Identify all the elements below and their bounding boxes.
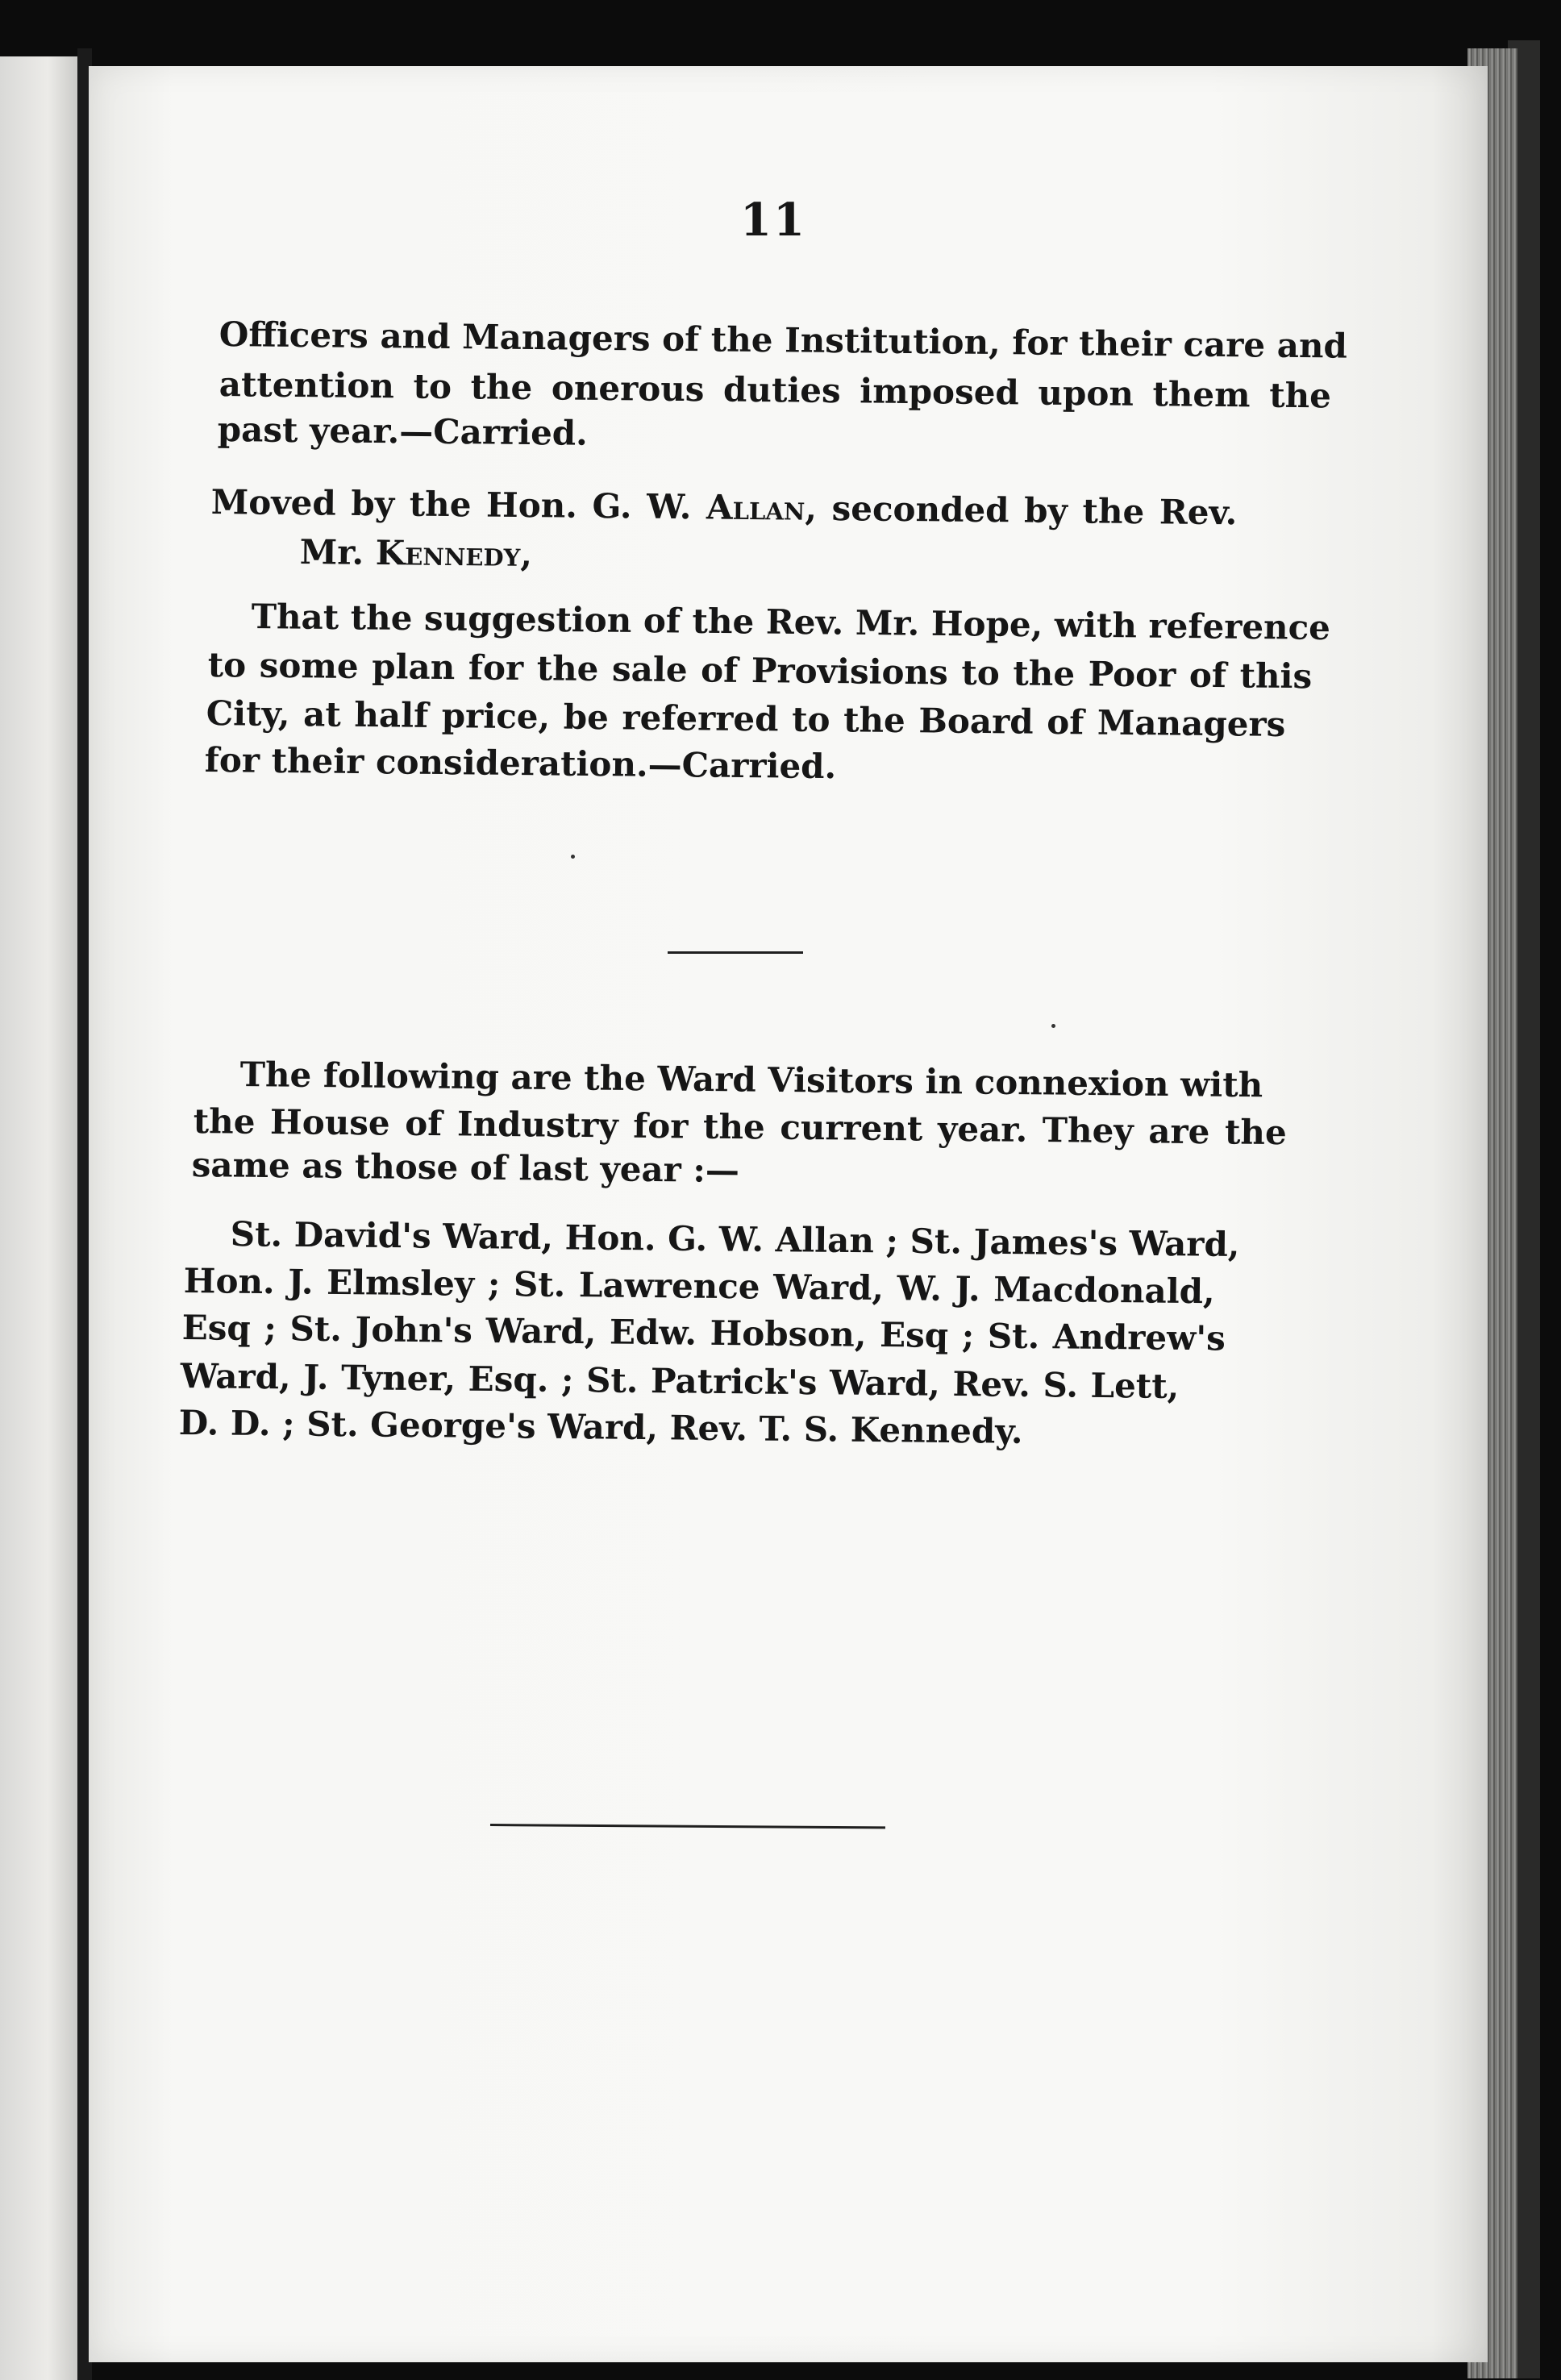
motion-name-allan: Allan [706,487,805,528]
paragraph-2-line-4: for their consideration.—Carried. [204,740,837,787]
paragraph-4-line-4: Ward, J. Tyner, Esq. ; St. Patrick's Ward, Rev. S. Lett, [180,1356,1180,1406]
paragraph-4-line-1: St. David's Ward, Hon. G. W. Allan ; St. James's Ward, [230,1214,1240,1265]
motion-line-2-pre: Mr. [299,532,377,572]
paragraph-4-line-3: Esq ; St. John's Ward, Edw. Hobson, Esq ; St. Andrew's [181,1308,1226,1359]
motion-line-1-post: , seconded by the Rev. [805,488,1238,533]
left-facing-page [0,56,87,2380]
paragraph-1-line-2: attention to the onerous duties imposed upon them the [219,364,1332,416]
paragraph-3-line-2: the House of Industry for the current year. They are the [193,1101,1287,1153]
page-text [89,66,1488,2362]
motion-line-1-pre: Moved by the Hon. G. W. [210,482,707,527]
paragraph-2-line-1: That the suggestion of the Rev. Mr. Hope, with reference [251,597,1331,648]
motion-line-2 [299,532,533,575]
book-page [89,66,1488,2362]
paragraph-2-line-3: City, at half price, be referred to the Board of Managers [206,693,1286,745]
motion-name-kennedy: Kennedy [375,532,521,574]
printing-speck [571,855,575,859]
paragraph-1-line-1: Officers and Managers of the Institution, for their care and [219,314,1348,366]
end-divider-rule [490,1824,885,1829]
printing-speck [1051,1024,1055,1028]
page-number: 11 [740,193,806,247]
paragraph-4-line-5: D. D. ; St. George's Ward, Rev. T. S. Kennedy. [178,1403,1023,1451]
motion-line-1 [210,482,1238,533]
paragraph-4-line-2: Hon. J. Elmsley ; St. Lawrence Ward, W. J. Macdonald, [183,1261,1215,1312]
paragraph-1-line-3: past year.—Carried. [217,410,589,453]
section-divider-rule [668,951,803,954]
motion-line-2-post: , [520,534,533,575]
paragraph-2-line-2: to some plan for the sale of Provisions to the Poor of this [207,645,1313,697]
paragraph-3-line-3: same as those of last year :— [191,1145,740,1191]
paragraph-3-line-1: The following are the Ward Visitors in connexion with [239,1055,1263,1105]
